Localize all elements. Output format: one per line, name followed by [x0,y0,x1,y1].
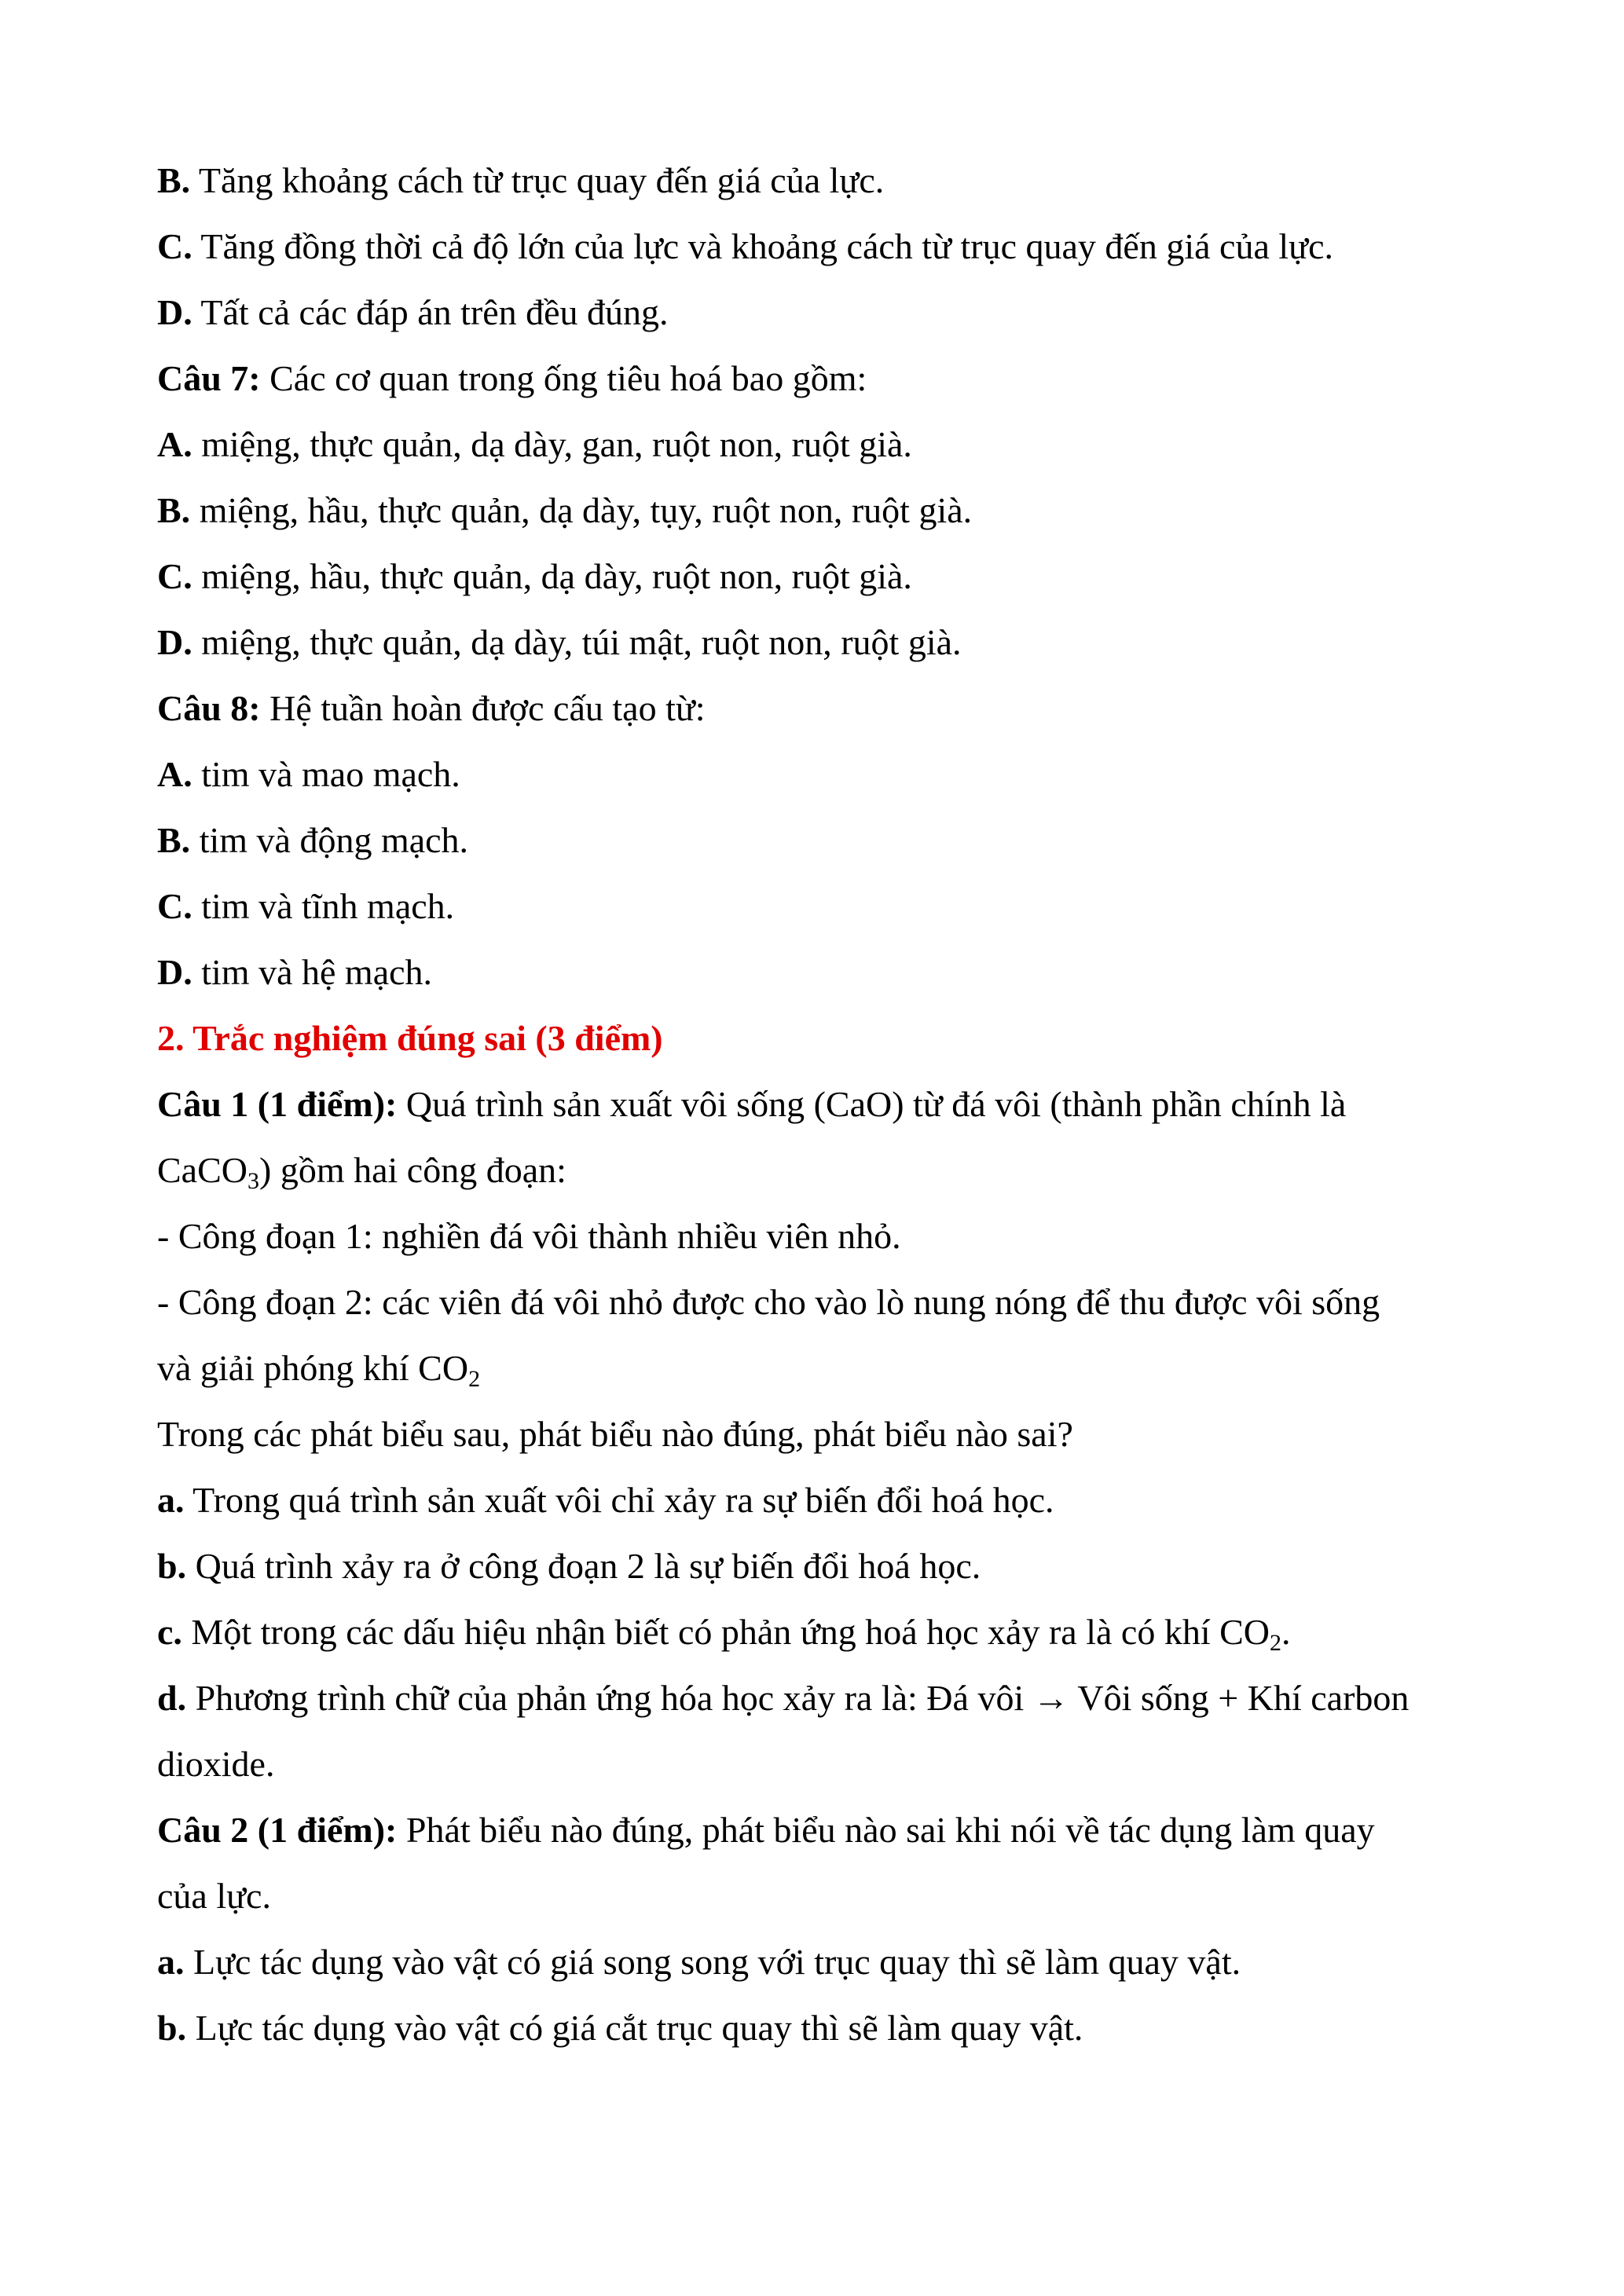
option-text: tim và hệ mạch. [192,952,433,992]
q8-option-a [157,742,1477,807]
subscript: 2 [468,1366,481,1392]
q8-question [157,676,1477,742]
tf1-statement-d-line1 [157,1665,1477,1731]
option-text: miệng, hầu, thực quản, dạ dày, tụy, ruột non, ruột già. [190,490,973,530]
statement-text: Một trong các dấu hiệu nhận biết có phản ứng hoá học xảy ra là có khí CO [181,1612,1270,1652]
tf1-statement-c [157,1599,1477,1665]
option-text: tim và động mạch. [190,820,469,860]
statement-text: Lực tác dụng vào vật có giá cắt trục quay thì sẽ làm quay vật. [186,2008,1083,2048]
tf2-question-line2: của lực. [157,1876,271,1916]
option-label: A. [157,424,192,464]
statement-text: Lực tác dụng vào vật có giá song song với trục quay thì sẽ làm quay vật. [184,1942,1241,1982]
option-label: B. [157,160,191,200]
statement-label: b. [157,2008,187,2048]
question-label: Câu 1 (1 điểm): [157,1084,398,1124]
tf1-question-line2 [157,1137,1477,1203]
statement-label: d. [157,1678,187,1718]
option-label: C. [157,886,192,926]
q6-option-c [157,214,1477,280]
tf2-question-line1 [157,1797,1477,1863]
statement-label: a. [157,1942,185,1982]
q8-option-b [157,807,1477,873]
question-label: Câu 7: [157,358,261,398]
tf1-statement-a [157,1467,1477,1533]
question-text: Các cơ quan trong ống tiêu hoá bao gồm: [260,358,867,398]
question-text: Quá trình sản xuất vôi sống (CaO) từ đá vôi (thành phần chính là [397,1084,1347,1124]
statement-label: b. [157,1546,187,1586]
option-text: miệng, thực quản, dạ dày, túi mật, ruột non, ruột già. [192,622,962,662]
option-label: D. [157,292,192,332]
tf1-step1: - Công đoạn 1: nghiền đá vôi thành nhiều viên nhỏ. [157,1216,901,1256]
tf1-step2-line2 [157,1335,1477,1401]
question-text: ) gồm hai công đoạn: [259,1150,566,1190]
q7-option-d [157,610,1477,676]
statement-text: Quá trình xảy ra ở công đoạn 2 là sự biến đổi hoá học. [186,1546,981,1586]
q8-option-d [157,939,1477,1005]
tf1-statement-d-line2: dioxide. [157,1744,275,1784]
q6-option-d [157,280,1477,346]
option-text: tim và mao mạch. [192,754,460,794]
q8-option-c [157,873,1477,939]
question-label: Câu 8: [157,688,261,728]
q7-option-b [157,478,1477,544]
option-text: Tất cả các đáp án trên đều đúng. [192,292,669,332]
option-label: B. [157,820,191,860]
tf1-statement-b [157,1533,1477,1599]
section-heading: 2. Trắc nghiệm đúng sai (3 điểm) [157,1018,663,1058]
q7-option-a [157,412,1477,478]
tf2-statement-b [157,1995,1477,2061]
question-text: Phát biểu nào đúng, phát biểu nào sai khi nói về tác dụng làm quay [397,1810,1375,1850]
statement-text: Phương trình chữ của phản ứng hóa học xảy ra là: Đá vôi → Vôi sống + Khí carbon [186,1678,1410,1718]
option-label: B. [157,490,191,530]
subscript: 3 [247,1168,259,1194]
q7-option-c [157,544,1477,610]
option-label: A. [157,754,192,794]
option-text: Tăng khoảng cách từ trục quay đến giá của lực. [190,160,885,200]
formula-text: CaCO [157,1150,247,1190]
document-page [157,148,1477,2061]
option-text: miệng, hầu, thực quản, dạ dày, ruột non, ruột già. [192,556,912,596]
option-text: Tăng đồng thời cả độ lớn của lực và khoảng cách từ trục quay đến giá của lực. [192,226,1334,266]
question-text: Hệ tuần hoàn được cấu tạo từ: [260,688,706,728]
option-text: tim và tĩnh mạch. [192,886,455,926]
statement-label: a. [157,1480,185,1520]
option-text: miệng, thực quản, dạ dày, gan, ruột non, ruột già. [192,424,912,464]
statement-label: c. [157,1612,182,1652]
option-label: D. [157,952,192,992]
tf2-statement-a [157,1929,1477,1995]
statement-end: . [1281,1612,1291,1652]
q7-question [157,346,1477,412]
option-label: C. [157,226,192,266]
option-label: C. [157,556,192,596]
q6-option-b [157,148,1477,214]
option-label: D. [157,622,192,662]
question-label: Câu 2 (1 điểm): [157,1810,398,1850]
tf1-question-line1 [157,1071,1477,1137]
tf1-prompt: Trong các phát biểu sau, phát biểu nào đúng, phát biểu nào sai? [157,1414,1073,1454]
tf1-step2-line1: - Công đoạn 2: các viên đá vôi nhỏ được cho vào lò nung nóng để thu được vôi sống [157,1282,1380,1322]
subscript: 2 [1270,1630,1282,1656]
statement-text: Trong quá trình sản xuất vôi chỉ xảy ra sự biến đổi hoá học. [184,1480,1054,1520]
step-text: và giải phóng khí CO [157,1348,469,1388]
